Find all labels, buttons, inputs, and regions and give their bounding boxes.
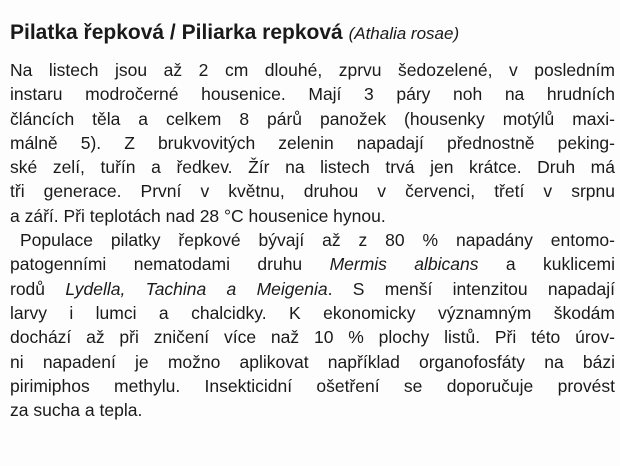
text-line: za sucha a tepla. (10, 400, 143, 421)
article-body (10, 58, 615, 422)
title-czech-name: Pilatka řepková (10, 21, 165, 44)
genus-names: Lydella, Tachina a Meigenia (65, 278, 328, 299)
text-line: instaru modročerné housenice. Mají 3 páry noh na hrudních (10, 84, 615, 105)
species-name: Mermis albicans (329, 254, 479, 275)
text-fragment: a kuklicemi (478, 254, 615, 275)
text-line: pirimiphos methylu. Insekticidní ošetření se doporučuje provést (10, 375, 615, 396)
paragraph-natural-enemies (10, 228, 615, 422)
page-title (10, 20, 610, 47)
paragraph-description (10, 58, 615, 228)
text-fragment: rodů (10, 278, 66, 299)
text-line: larvy i lumci a chalcidky. K ekonomicky významným škodám (10, 302, 615, 323)
title-slovak-name: Piliarka repková (181, 21, 343, 44)
title-latin-name: (Athalia rosae) (348, 24, 460, 43)
text-line: a září. Při teplotách nad 28 °C housenice hynou. (10, 205, 386, 226)
title-separator: / (164, 21, 182, 44)
text-fragment: patogenními nematodami druhu (10, 254, 330, 275)
text-line: Na listech jsou až 2 cm dlouhé, zprvu šedozelené, v posledním (10, 60, 615, 80)
text-line (10, 252, 615, 276)
text-line: ni napadení je možno aplikovat například organofosfáty na bázi (10, 351, 615, 372)
text-line: článcích těla a celkem 8 párů panožek (housenky motýlů maxi- (10, 108, 615, 129)
text-line: málně 5). Z brukvovitých zelenin napadají přednostně peking- (10, 132, 615, 153)
text-fragment: . S menší intenzitou napadají (327, 278, 615, 299)
text-line: tři generace. První v květnu, druhou v červenci, třetí v srpnu (10, 181, 615, 202)
text-line: ské zelí, tuřín a ředkev. Žír na listech trvá jen krátce. Druh má (10, 157, 615, 178)
text-line: Populace pilatky řepkové bývají až z 80 % napadány entomo- (20, 230, 615, 251)
text-line (10, 277, 615, 301)
text-line: dochází až při zničení více naž 10 % plochy listů. Při této úrov- (10, 327, 615, 348)
